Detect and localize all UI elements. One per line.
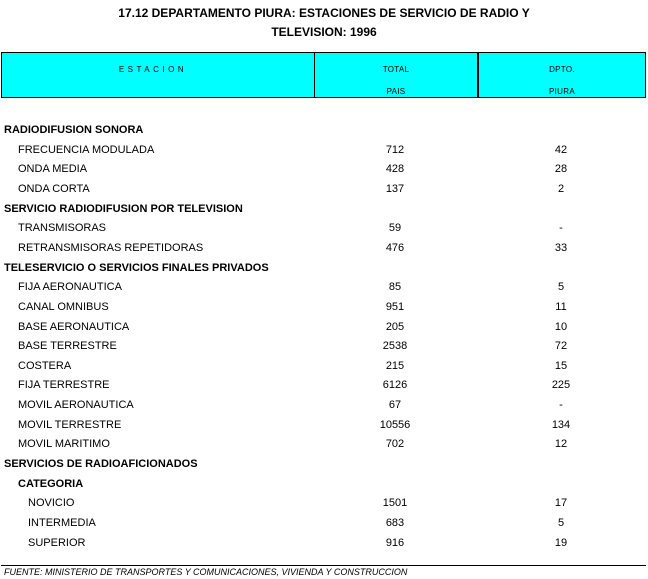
row-label: FRECUENCIA MODULADA bbox=[18, 144, 155, 156]
row-label: BASE TERRESTRE bbox=[18, 340, 117, 352]
table-row bbox=[0, 537, 648, 553]
dpto-piura-cell: 2 bbox=[557, 183, 565, 195]
total-pais-cell: 67 bbox=[388, 399, 402, 411]
table-row bbox=[0, 360, 648, 376]
table-title-line1: 17.12 DEPARTAMENTO PIURA: ESTACIONES DE SERVICIO DE RADIO Y bbox=[118, 6, 530, 20]
table-row bbox=[0, 281, 648, 297]
header-total-pais bbox=[315, 53, 479, 97]
dpto-piura-cell: 5 bbox=[557, 517, 565, 529]
row-label: NOVICIO bbox=[28, 497, 75, 509]
row-label: CANAL OMNIBUS bbox=[18, 301, 109, 313]
total-pais-cell: 10556 bbox=[379, 419, 411, 431]
table-row bbox=[0, 517, 648, 533]
total-pais-cell: 428 bbox=[385, 163, 405, 175]
table-row bbox=[0, 379, 648, 395]
row-label: ONDA MEDIA bbox=[18, 163, 88, 175]
table-row bbox=[0, 163, 648, 179]
dpto-piura-cell: 17 bbox=[554, 497, 568, 509]
total-pais-cell: 712 bbox=[385, 144, 405, 156]
table-row bbox=[0, 183, 648, 199]
dpto-piura-cell: 12 bbox=[554, 438, 568, 450]
table-row bbox=[0, 301, 648, 317]
table-row bbox=[0, 144, 648, 160]
table-row bbox=[0, 419, 648, 435]
total-pais-cell: 702 bbox=[385, 438, 405, 450]
total-pais-cell: 476 bbox=[385, 242, 405, 254]
row-label: COSTERA bbox=[18, 360, 72, 372]
header-pais-label: PAIS bbox=[386, 87, 406, 96]
table-header bbox=[1, 52, 646, 98]
total-pais-cell: 205 bbox=[385, 321, 405, 333]
total-pais-cell: 85 bbox=[388, 281, 402, 293]
dpto-piura-cell: 11 bbox=[555, 301, 567, 313]
row-label: TELESERVICIO O SERVICIOS FINALES PRIVADOS bbox=[4, 262, 269, 274]
row-label: INTERMEDIA bbox=[28, 517, 96, 529]
total-pais-cell: 215 bbox=[385, 360, 405, 372]
total-pais-cell: 916 bbox=[385, 537, 405, 549]
row-label: MOVIL AERONAUTICA bbox=[18, 399, 134, 411]
total-pais-cell: 2538 bbox=[382, 340, 408, 352]
row-label: RADIODIFUSION SONORA bbox=[4, 124, 144, 136]
row-label: MOVIL TERRESTRE bbox=[18, 419, 122, 431]
dpto-piura-cell: 134 bbox=[551, 419, 571, 431]
table-row bbox=[0, 340, 648, 356]
table-row bbox=[0, 438, 648, 454]
dpto-piura-cell: 42 bbox=[554, 144, 568, 156]
source-divider bbox=[1, 565, 646, 566]
table-row bbox=[0, 399, 648, 415]
section-row bbox=[0, 124, 648, 140]
table-row bbox=[0, 242, 648, 258]
row-label: SERVICIO RADIODIFUSION POR TELEVISION bbox=[4, 203, 243, 215]
row-label: TRANSMISORAS bbox=[18, 222, 107, 234]
dpto-piura-cell: - bbox=[559, 222, 563, 234]
row-label: MOVIL MARITIMO bbox=[18, 438, 110, 450]
header-piura-label: PIURA bbox=[549, 87, 575, 96]
row-label: CATEGORIA bbox=[18, 478, 84, 490]
row-label: RETRANSMISORAS REPETIDORAS bbox=[18, 242, 204, 254]
row-label: FIJA AERONAUTICA bbox=[18, 281, 122, 293]
row-label: SERVICIOS DE RADIOAFICIONADOS bbox=[4, 458, 198, 470]
total-pais-cell: 951 bbox=[385, 301, 405, 313]
total-pais-cell: 137 bbox=[385, 183, 405, 195]
dpto-piura-cell: - bbox=[559, 399, 563, 411]
dpto-piura-cell: 33 bbox=[554, 242, 568, 254]
row-label: BASE AERONAUTICA bbox=[18, 321, 130, 333]
total-pais-cell: 6126 bbox=[382, 379, 408, 391]
header-total-label: TOTAL bbox=[382, 65, 410, 74]
header-dpto-piura bbox=[479, 53, 645, 97]
header-dpto-label: DPTO. bbox=[549, 65, 575, 74]
row-label: FIJA TERRESTRE bbox=[18, 379, 110, 391]
row-label: ONDA CORTA bbox=[18, 183, 90, 195]
header-estacion bbox=[2, 53, 315, 97]
subsection-row bbox=[0, 478, 648, 494]
total-pais-cell: 683 bbox=[385, 517, 405, 529]
table-row bbox=[0, 497, 648, 513]
total-pais-cell: 59 bbox=[388, 222, 402, 234]
dpto-piura-cell: 28 bbox=[554, 163, 568, 175]
section-row bbox=[0, 458, 648, 474]
section-row bbox=[0, 203, 648, 219]
header-estacion-label: ESTACION bbox=[118, 65, 188, 74]
source-note: FUENTE: MINISTERIO DE TRANSPORTES Y COMUNICACIONES, VIVIENDA Y CONSTRUCCION bbox=[4, 567, 408, 577]
table-row bbox=[0, 222, 648, 238]
dpto-piura-cell: 5 bbox=[557, 281, 565, 293]
dpto-piura-cell: 10 bbox=[554, 321, 568, 333]
dpto-piura-cell: 72 bbox=[554, 340, 568, 352]
section-row bbox=[0, 262, 648, 278]
row-label: SUPERIOR bbox=[28, 537, 86, 549]
table-row bbox=[0, 321, 648, 337]
dpto-piura-cell: 15 bbox=[554, 360, 568, 372]
dpto-piura-cell: 19 bbox=[554, 537, 568, 549]
table-title-line2: TELEVISION: 1996 bbox=[271, 25, 377, 39]
total-pais-cell: 1501 bbox=[382, 497, 408, 509]
dpto-piura-cell: 225 bbox=[551, 379, 571, 391]
